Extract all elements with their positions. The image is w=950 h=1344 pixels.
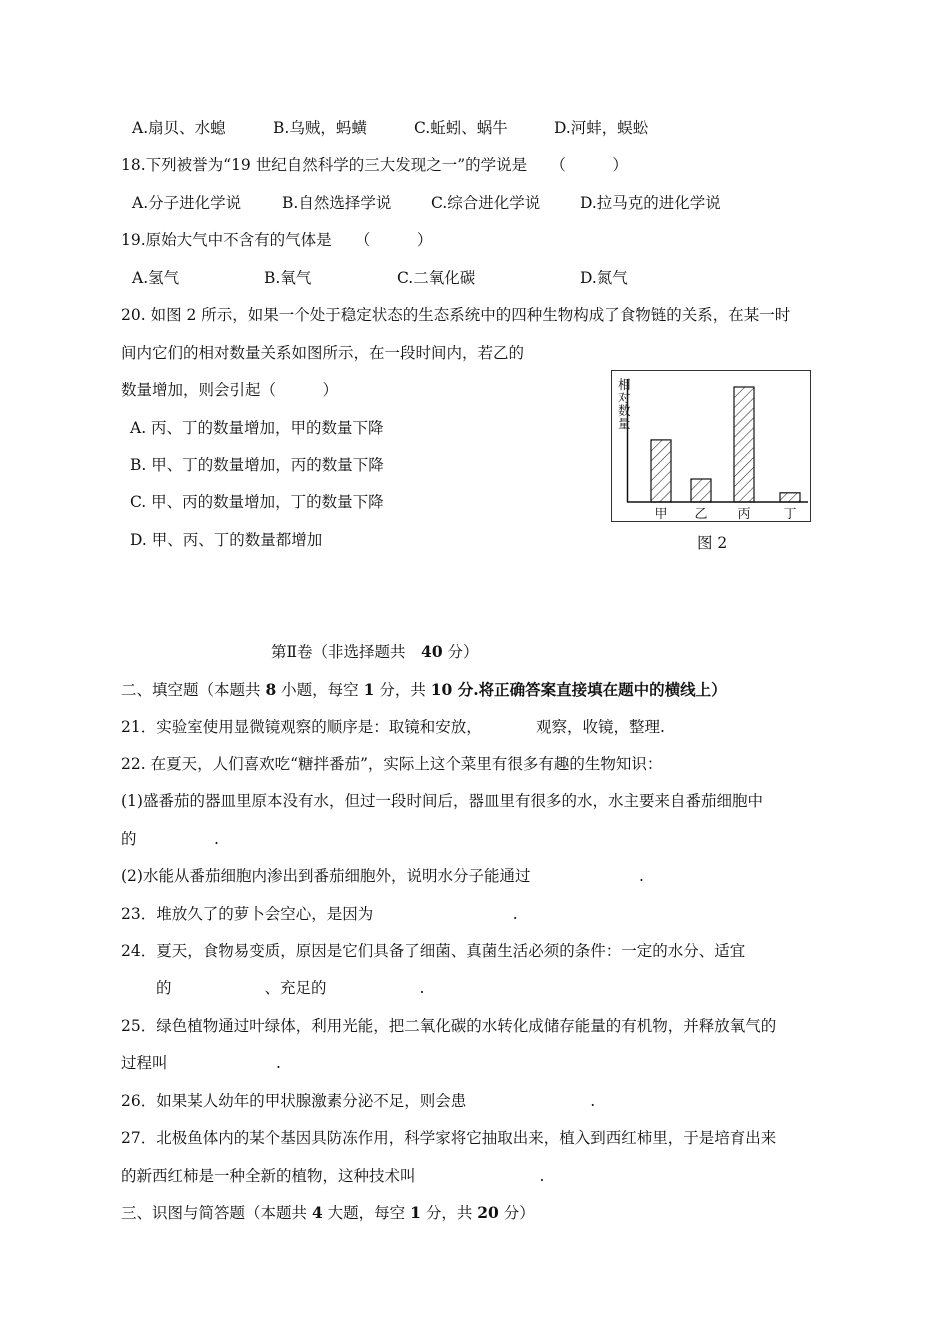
fill-in-heading: 二、填空题（本题共 8 小题，每空 1 分，共 10 分.将正确答案直接填在题中的横线上） xyxy=(121,680,727,699)
q20-stem-line1: 20. 如图 2 所示，如果一个处于稳定状态的生态系统中的四种生物构成了食物链的关系，在某一时 xyxy=(121,306,791,324)
q17-option-c: C.蚯蚓、蜗牛 xyxy=(414,119,508,137)
q22-part2: (2)水能从番茄细胞内渗出到番茄细胞外，说明水分子能通过 . xyxy=(121,867,644,885)
y-axis-label-char: 数 xyxy=(618,403,631,418)
q19-option-d: D.氮气 xyxy=(580,269,628,287)
x-tick-label-1: 乙 xyxy=(694,507,708,521)
q22-part1-cont: 的 . xyxy=(121,830,219,848)
q17-option-a: A.扇贝、水螅 xyxy=(132,119,226,137)
y-axis-label-char: 量 xyxy=(618,416,631,431)
q19-option-a: A.氢气 xyxy=(132,269,180,287)
q23: 23．堆放久了的萝卜会空心，是因为 . xyxy=(121,905,518,923)
q24-line2: 的 、充足的 . xyxy=(156,979,425,997)
q18-option-a: A.分子进化学说 xyxy=(132,194,242,212)
section-3-heading: 三、识图与简答题（本题共 4 大题，每空 1 分，共 20 分） xyxy=(121,1203,535,1222)
q19-option-b: B.氧气 xyxy=(264,269,312,287)
figure-2-chart xyxy=(611,370,811,522)
figure-2-caption: 图 2 xyxy=(697,534,728,552)
x-tick-label-2: 丙 xyxy=(737,507,751,521)
q26: 26．如果某人幼年的甲状腺激素分泌不足，则会患 . xyxy=(121,1092,596,1110)
q27-line2: 的新西红柿是一种全新的植物，这种技术叫 . xyxy=(121,1167,545,1185)
y-axis-label-char: 对 xyxy=(618,390,631,405)
q27-line1: 27．北极鱼体内的某个基因具防冻作用，科学家将它抽取出来，植入到西红柿里，于是培育出来 xyxy=(121,1129,777,1147)
q20-stem-line3: 数量增加，则会引起（ ） xyxy=(121,381,339,399)
q20-stem-line2: 间内它们的相对数量关系如图所示，在一段时间内，若乙的 xyxy=(121,344,525,362)
q21: 21．实验室使用显微镜观察的顺序是：取镜和安放， 观察，收镜，整理. xyxy=(121,718,665,736)
q25-line2: 过程叫 . xyxy=(121,1054,281,1072)
q18-stem: 18.下列被誉为“19 世纪自然科学的三大发现之一”的学说是 （ ） xyxy=(121,156,628,174)
q20-option-d: D. 甲、丙、丁的数量都增加 xyxy=(130,531,323,549)
x-tick-label-3: 丁 xyxy=(783,507,797,521)
bar-0 xyxy=(651,440,671,502)
bar-2 xyxy=(734,387,754,502)
q22-part1: (1)盛番茄的器皿里原本没有水，但过一段时间后，器皿里有很多的水，水主要来自番茄细胞中 xyxy=(121,792,763,810)
q24-line1: 24．夏天，食物易变质，原因是它们具备了细菌、真菌生活必须的条件：一定的水分、适宜 xyxy=(121,942,746,960)
section-2-title: 第Ⅱ卷（非选择题共 40 分） xyxy=(271,642,479,661)
x-tick-label-0: 甲 xyxy=(654,507,668,521)
q17-option-d: D.河蚌，蜈蚣 xyxy=(554,119,649,137)
q18-option-c: C.综合进化学说 xyxy=(431,194,541,212)
q22-stem: 22. 在夏天，人们喜欢吃“糖拌番茄”，实际上这个菜里有很多有趣的生物知识： xyxy=(121,755,663,773)
q20-option-a: A. 丙、丁的数量增加，甲的数量下降 xyxy=(130,419,384,437)
q19-stem: 19.原始大气中不含有的气体是 （ ） xyxy=(121,231,433,249)
q25-line1: 25．绿色植物通过叶绿体，利用光能，把二氧化碳的水转化成储存能量的有机物，并释放氧气的 xyxy=(121,1017,777,1035)
q18-option-d: D.拉马克的进化学说 xyxy=(580,194,721,212)
y-axis-label-char: 相 xyxy=(618,377,631,392)
q20-option-c: C. 甲、丙的数量增加，丁的数量下降 xyxy=(130,493,384,511)
bar-chart-svg xyxy=(612,371,810,521)
q18-option-b: B.自然选择学说 xyxy=(282,194,392,212)
y-axis-label xyxy=(618,377,631,431)
q17-option-b: B.乌贼，蚂蟥 xyxy=(273,119,367,137)
bar-3 xyxy=(780,493,800,502)
q20-option-b: B. 甲、丁的数量增加，丙的数量下降 xyxy=(130,456,384,474)
bar-1 xyxy=(691,479,711,502)
q19-option-c: C.二氧化碳 xyxy=(397,269,476,287)
